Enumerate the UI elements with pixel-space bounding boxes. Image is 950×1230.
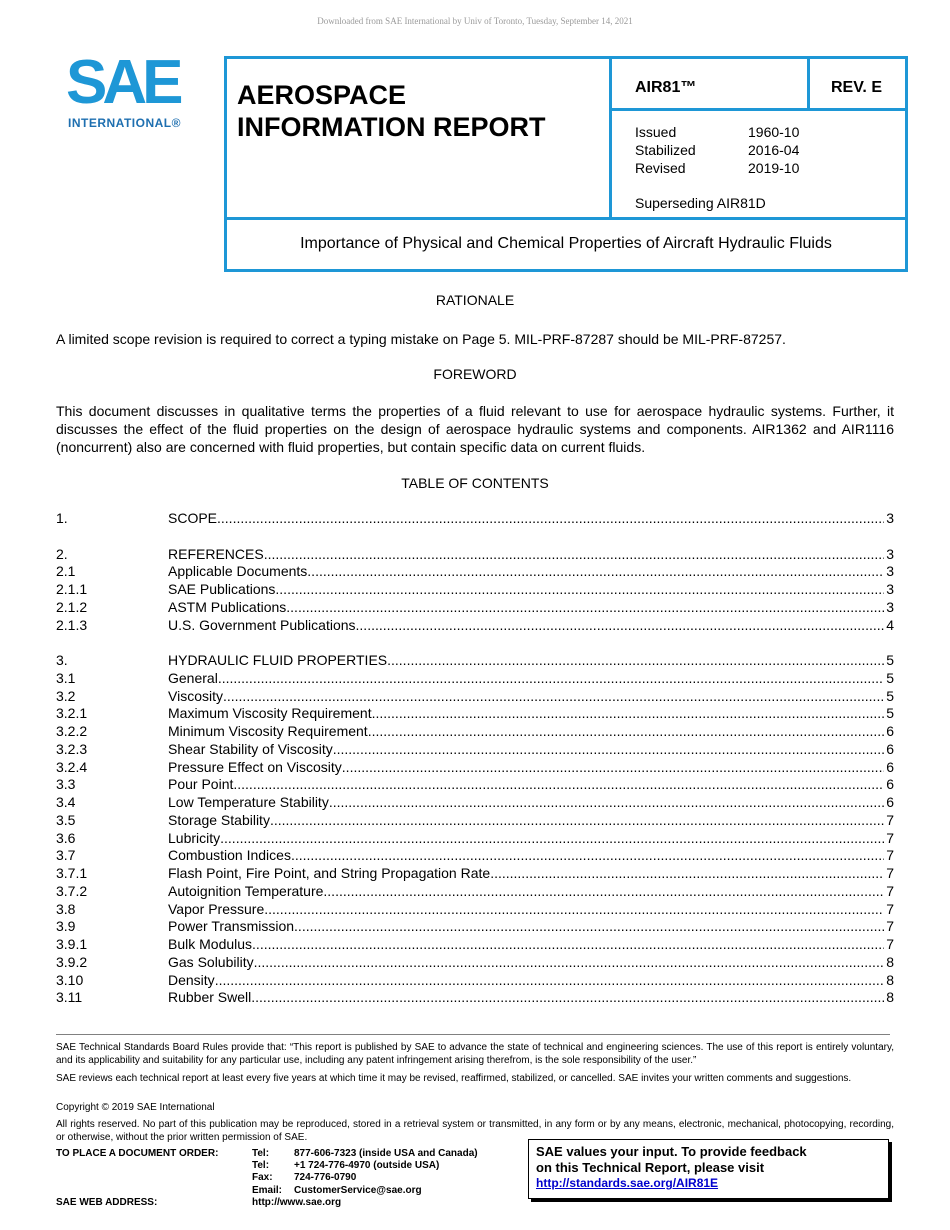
toc-leader-dots <box>368 723 885 741</box>
toc-leader-dots <box>372 705 885 723</box>
toc-entry-number: 3.9.2 <box>56 953 88 970</box>
toc-leader-dots <box>270 812 884 830</box>
toc-entry-number: 3.4 <box>56 794 76 810</box>
order-label: TO PLACE A DOCUMENT ORDER: <box>56 1148 219 1159</box>
toc-leader-dots <box>264 901 884 919</box>
toc-entry-number: 3. <box>56 652 68 668</box>
toc-entry-page: 7 <box>886 882 894 899</box>
toc-entry[interactable] <box>56 581 894 599</box>
toc-leader-dots <box>387 652 884 670</box>
date-revised: Revised 2019-10 <box>635 160 800 176</box>
contact-tel-international: Tel: +1 724-776-4970 (outside USA) <box>252 1160 440 1172</box>
toc-leader-dots <box>254 954 885 972</box>
toc-entry-title: Vapor Pressure <box>168 900 265 917</box>
toc-entry[interactable] <box>56 954 894 972</box>
toc-entry-page: 8 <box>886 971 894 988</box>
toc-leader-dots <box>291 847 884 865</box>
toc-heading: TABLE OF CONTENTS <box>401 475 549 491</box>
sae-logo <box>62 48 194 132</box>
logo-mark: SAE <box>66 48 179 117</box>
toc-entry-page: 6 <box>886 723 894 739</box>
toc-entry-title: Lubricity <box>168 829 221 846</box>
toc-entry-page: 7 <box>886 811 894 828</box>
toc-leader-dots <box>223 688 884 706</box>
toc-entry[interactable] <box>56 936 894 954</box>
toc-entry-page: 5 <box>886 652 894 668</box>
toc-entry-number: 3.2 <box>56 687 76 704</box>
toc-entry-page: 3 <box>886 510 894 526</box>
toc-entry-page: 7 <box>886 900 894 917</box>
toc-entry-number: 3.1 <box>56 669 76 686</box>
toc-entry-page: 5 <box>886 705 894 722</box>
toc-leader-dots <box>220 830 884 848</box>
toc-entry-title: Maximum Viscosity Requirement <box>168 705 372 722</box>
toc-entry-number: 3.6 <box>56 829 76 846</box>
toc-entry[interactable] <box>56 759 894 777</box>
toc-entry[interactable] <box>56 989 894 1007</box>
foreword-text: This document discusses in qualitative terms the properties of a fluid relevant to use for aerospace hydraulic systems. Further, it discusses the effect of the fluid properties on the design of aerospace hydraulic systems and components. AIR1362 and AIR1116 (noncurrent) also are concerned with fluid properties, but contain specific data on current fluids. <box>56 403 894 455</box>
toc-entry[interactable] <box>56 741 894 759</box>
toc-entry-page: 7 <box>886 936 894 952</box>
toc-entry-title: Rubber Swell <box>168 989 252 1006</box>
toc-entry[interactable] <box>56 705 894 723</box>
feedback-box <box>528 1139 889 1199</box>
toc-leader-dots <box>252 936 884 954</box>
toc-entry-title: Pressure Effect on Viscosity <box>168 758 342 775</box>
toc-entry-number: 2.1 <box>56 563 76 580</box>
toc-entry-page: 6 <box>886 776 894 793</box>
feedback-link[interactable]: http://standards.sae.org/AIR81E <box>536 1176 719 1190</box>
report-header-box <box>224 56 908 272</box>
toc-entry-number: 2.1.2 <box>56 598 88 615</box>
toc-entry[interactable] <box>56 617 894 635</box>
toc-entry-page: 8 <box>886 953 894 970</box>
toc-entry-page: 7 <box>886 829 894 846</box>
toc-entry-page: 5 <box>886 687 894 704</box>
toc-leader-dots <box>286 599 884 617</box>
toc-entry-number: 3.7 <box>56 847 76 864</box>
toc-entry-page: 6 <box>886 740 894 757</box>
contact-list <box>252 1148 478 1197</box>
toc-leader-dots <box>264 546 885 564</box>
table-of-contents <box>56 510 894 1007</box>
toc-entry[interactable] <box>56 776 894 794</box>
toc-entry-title: Viscosity <box>168 687 223 704</box>
toc-entry[interactable] <box>56 865 894 883</box>
toc-entry[interactable] <box>56 546 894 564</box>
toc-entry-number: 3.7.2 <box>56 882 88 899</box>
toc-entry-number: 2.1.3 <box>56 616 88 633</box>
feedback-line-2: on this Technical Report, please visit <box>536 1159 765 1175</box>
toc-leader-dots <box>275 581 884 599</box>
toc-entry-number: 3.8 <box>56 900 76 917</box>
toc-entry-number: 2. <box>56 545 68 562</box>
toc-entry-title: Gas Solubility <box>168 953 254 970</box>
toc-entry-page: 8 <box>886 989 894 1006</box>
toc-entry-page: 3 <box>886 581 894 597</box>
toc-entry-page: 5 <box>886 669 894 686</box>
toc-leader-dots <box>329 794 884 812</box>
toc-entry-title: Flash Point, Fire Point, and String Propagation Rate <box>168 865 491 881</box>
date-issued: Issued 1960-10 <box>635 124 800 140</box>
toc-entry-page: 7 <box>886 918 894 935</box>
toc-entry-title: HYDRAULIC FLUID PROPERTIES <box>168 652 388 668</box>
toc-entry-number: 3.11 <box>56 989 83 1006</box>
toc-leader-dots <box>333 741 884 759</box>
toc-leader-dots <box>356 617 885 635</box>
web-address-link[interactable]: http://www.sae.org <box>252 1197 342 1208</box>
footer-divider <box>56 1034 890 1035</box>
document-title: Importance of Physical and Chemical Properties of Aircraft Hydraulic Fluids <box>300 235 832 252</box>
toc-entry-title: Combustion Indices <box>168 847 291 864</box>
toc-entry-number: 3.3 <box>56 776 76 793</box>
toc-entry-number: 3.10 <box>56 971 84 988</box>
toc-entry-title: General <box>168 669 218 686</box>
rationale-heading: RATIONALE <box>435 292 515 308</box>
toc-entry-number: 3.9 <box>56 918 76 935</box>
download-watermark: Downloaded from SAE International by Univ of Toronto, Tuesday, September 14, 2021 <box>317 16 633 26</box>
toc-entry[interactable] <box>56 830 894 848</box>
toc-entry[interactable] <box>56 883 894 901</box>
superseding-note: Superseding AIR81D <box>635 195 766 211</box>
toc-entry-number: 3.2.3 <box>56 740 88 757</box>
toc-entry[interactable] <box>56 918 894 936</box>
revision-label: REV. E <box>831 79 882 96</box>
toc-entry-page: 3 <box>886 563 894 580</box>
toc-leader-dots <box>218 670 884 688</box>
toc-entry-number: 3.9.1 <box>56 936 88 952</box>
toc-leader-dots <box>215 972 885 990</box>
toc-entry[interactable] <box>56 847 894 865</box>
toc-entry-title: Shear Stability of Viscosity <box>168 740 333 757</box>
toc-entry[interactable] <box>56 510 894 528</box>
toc-spacer <box>56 528 894 546</box>
toc-entry-page: 3 <box>886 545 894 562</box>
toc-entry-title: Bulk Modulus <box>168 936 253 952</box>
toc-entry[interactable] <box>56 670 894 688</box>
toc-entry-page: 7 <box>886 865 894 881</box>
toc-entry-number: 3.2.2 <box>56 723 88 739</box>
toc-entry[interactable] <box>56 972 894 990</box>
date-list <box>635 123 799 177</box>
contact-tel-domestic: Tel: 877-606-7323 (inside USA and Canada) <box>252 1148 478 1159</box>
footer-review: SAE reviews each technical report at least every five years at which time it may be revised, reaffirmed, stabilized, or cancelled. SAE invites your written comments and suggestions. <box>56 1073 852 1084</box>
toc-leader-dots <box>294 918 884 936</box>
toc-leader-dots <box>233 776 884 794</box>
rationale-text: A limited scope revision is required to correct a typing mistake on Page 5. MIL-PRF-87287 should be MIL-PRF-87257. <box>56 331 786 347</box>
logo-subtitle: INTERNATIONAL® <box>68 116 181 130</box>
toc-entry-title: Pour Point <box>168 776 234 793</box>
toc-entry[interactable] <box>56 901 894 919</box>
foreword-heading: FOREWORD <box>433 366 517 382</box>
toc-entry-title: Low Temperature Stability <box>168 794 329 810</box>
toc-leader-dots <box>251 989 884 1007</box>
toc-entry-title: Minimum Viscosity Requirement <box>168 723 368 739</box>
toc-entry[interactable] <box>56 794 894 812</box>
toc-entry[interactable] <box>56 652 894 670</box>
web-address-label: SAE WEB ADDRESS: <box>56 1197 158 1208</box>
toc-entry[interactable] <box>56 563 894 581</box>
document-number: AIR81™ <box>635 79 697 96</box>
toc-entry-page: 3 <box>886 598 894 615</box>
contact-fax: Fax: 724-776-0790 <box>252 1172 357 1184</box>
toc-entry-title: REFERENCES <box>168 545 264 562</box>
footer-rights: All rights reserved. No part of this publication may be reproduced, stored in a retrieval system or transmitted, in any form or by any means, electronic, mechanical, photocopying, recording, or otherwise, without the prior written permission of SAE. <box>56 1119 894 1143</box>
toc-entry-number: 3.2.1 <box>56 705 88 722</box>
toc-entry-number: 1. <box>56 510 68 526</box>
toc-entry-title: ASTM Publications <box>168 598 287 615</box>
toc-leader-dots <box>307 563 884 581</box>
feedback-line-1: SAE values your input. To provide feedback <box>536 1144 807 1159</box>
contact-email: Email: CustomerService@sae.org <box>252 1184 422 1196</box>
toc-entry-title: Autoignition Temperature <box>168 882 324 899</box>
toc-entry-number: 3.5 <box>56 811 76 828</box>
toc-entry-page: 4 <box>886 616 894 633</box>
toc-entry[interactable] <box>56 723 894 741</box>
toc-entry-title: SCOPE <box>168 510 218 526</box>
toc-entry-page: 6 <box>886 794 894 810</box>
toc-entry-title: Power Transmission <box>168 918 295 935</box>
toc-entry-number: 2.1.1 <box>56 581 88 597</box>
toc-entry-title: Storage Stability <box>168 811 270 828</box>
report-type-title: AEROSPACE INFORMATION REPORT <box>237 80 546 142</box>
toc-entry[interactable] <box>56 812 894 830</box>
toc-entry[interactable] <box>56 688 894 706</box>
toc-entry[interactable] <box>56 599 894 617</box>
toc-leader-dots <box>217 510 884 528</box>
date-stabilized: Stabilized 2016-04 <box>635 142 800 158</box>
toc-entry-page: 6 <box>886 758 894 775</box>
toc-entry-title: SAE Publications <box>168 581 276 597</box>
toc-entry-title: Applicable Documents <box>168 563 308 580</box>
footer-copyright: Copyright © 2019 SAE International <box>56 1102 215 1113</box>
toc-entry-page: 7 <box>886 847 894 864</box>
footer-rules: SAE Technical Standards Board Rules provide that: “This report is published by SAE to advance the state of technical and engineering sciences. The use of this report is entirely voluntary, and its applicability and suitability for any particular use, including any patent infringement arising therefrom, is the sole responsibility of the user.” <box>56 1042 894 1066</box>
toc-entry-title: Density <box>168 971 215 988</box>
toc-entry-number: 3.7.1 <box>56 865 88 881</box>
toc-entry-number: 3.2.4 <box>56 758 88 775</box>
toc-spacer <box>56 634 894 652</box>
toc-entry-title: U.S. Government Publications <box>168 616 356 633</box>
toc-leader-dots <box>323 883 884 901</box>
toc-leader-dots <box>342 759 884 777</box>
toc-leader-dots <box>490 865 884 883</box>
